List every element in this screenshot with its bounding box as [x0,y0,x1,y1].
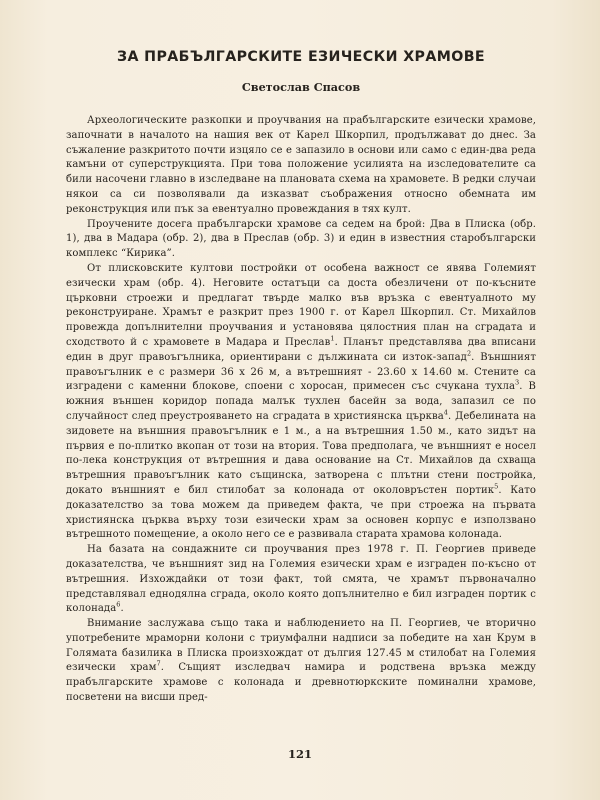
footnote-reference: 7 [156,660,161,669]
paragraph-text: Внимание заслужава също така и наблюдението на П. Георгиев, че вторично употребените мраморни колони с триумфални надписи за победите на хан Крум в Голямата базилика в Плиска произхождат от дългия 127.45 м стилобат на Големия езически храм [66,618,536,674]
body-paragraph [66,218,536,262]
paragraph-text: От плисковските култови постройки от особена важност се явява Големият езически храм (обр. 4). Неговите остатъци са доста обезличени от по-късните църковни строежи и предлагат твърде малко във връзка с евентуалното му реконструиране. Храмът е разкрит през 1900 г. от Карел Шкорпил. Ст. Михайлов провежда допълнителни проучвания и установява цялостния план на сградата и сходството й с храмовете в Мадара и Преслав [66,262,536,348]
footnote-reference: 5 [494,482,499,491]
body-paragraph [66,262,536,543]
article-body [66,114,536,706]
paragraph-text: . Същият изследвач намира и родствена връзка между прабългарските храмове с колонада и древнотюркските поминални храмове, посветени на висши пред- [66,662,536,704]
article-title: ЗА ПРАБЪЛГАРСКИТЕ ЕЗИЧЕСКИ ХРАМОВЕ [116,49,485,65]
paragraph-text: Проучените досега прабългарски храмове са седем на брой: Два в Плиска (обр. 1), два в Мадара (обр. 2), два в Преслав (обр. 3) и един в известния старобългарски комплекс “Кирика”. [66,218,536,260]
footnote-reference: 3 [515,379,520,387]
footnote-reference: 1 [330,334,335,343]
paragraph-text: . [120,603,124,615]
body-paragraph [66,617,536,706]
footnote-reference: 6 [116,600,121,609]
paragraph-text: На базата на сондажните си проучвания през 1978 г. П. Георгиев приведе доказателства, че външният зид на Големия езически храм е изграден по-късно от вътрешния. Изхождайки от този факт, той смята, че храмът първоначално представлявал еднодялна сграда, около която допълнително е бил изграден портик с колонада [66,544,536,615]
footnote-reference: 2 [466,349,472,358]
paragraph-text: . Планът представлява два вписани един в друг правоъгълника, ориентирани с дължината си изток-запад [66,336,536,363]
article-author: Светослав Спасов [241,80,361,94]
page-number: 121 [287,747,312,761]
footnote-reference: 4 [443,408,448,417]
paragraph-text: . Дебелината на зидовете на външния правоъгълник е 1 м., а на вътрешния 1.50 м., като зидът на първия е по-плитко вкопан от този на втория. Това предполага, че външният е носел по-лека конструкция от вътрешния и дава основание на Ст. Михайлов да схваща вътрешния правоъгълник като същинска, затворена с плътни стени постройка, докато външният е бил стилобат за колонада от околовръстен портик [66,410,537,496]
paragraph-text: Археологическите разкопки и проучвания на прабългарските езически храмове, започнати в началото на нашия век от Карел Шкорпил, продължават до днес. За съжаление разкритото почти изцяло се е запазило в основи или само с един-два реда камъни от суперструкцията. При това положение усилията на изследователите са били насочени главно в изследване на плановата схема на храмовете. В редки случаи някои са си позволявали да изказват съображения относно обемната им реконструкция или пък за евентуално провеждания в тях култ. [66,115,536,215]
paragraph-text: . Като доказателство за това можем да приведем факта, че при строежа на първата християнска църква върху този езически храм за основен корпус е използвано вътрешното помещение, а около него се е развивала старата храмова колонада. [66,484,536,541]
paragraph-text: . В южния външен коридор попада малък тухлен басейн за вода, запазил се по случайност след преустрояването на сградата в християнска църква [66,381,536,422]
body-paragraph [66,114,536,218]
body-paragraph [66,543,536,617]
paragraph-text: . Външният правоъгълник е с размери 36 х 26 м, а вътрешният - 23.60 х 14.60 м. Стените са изградени с каменни блокове, споени с хоросан, примесен със счукана тухла [66,351,536,393]
